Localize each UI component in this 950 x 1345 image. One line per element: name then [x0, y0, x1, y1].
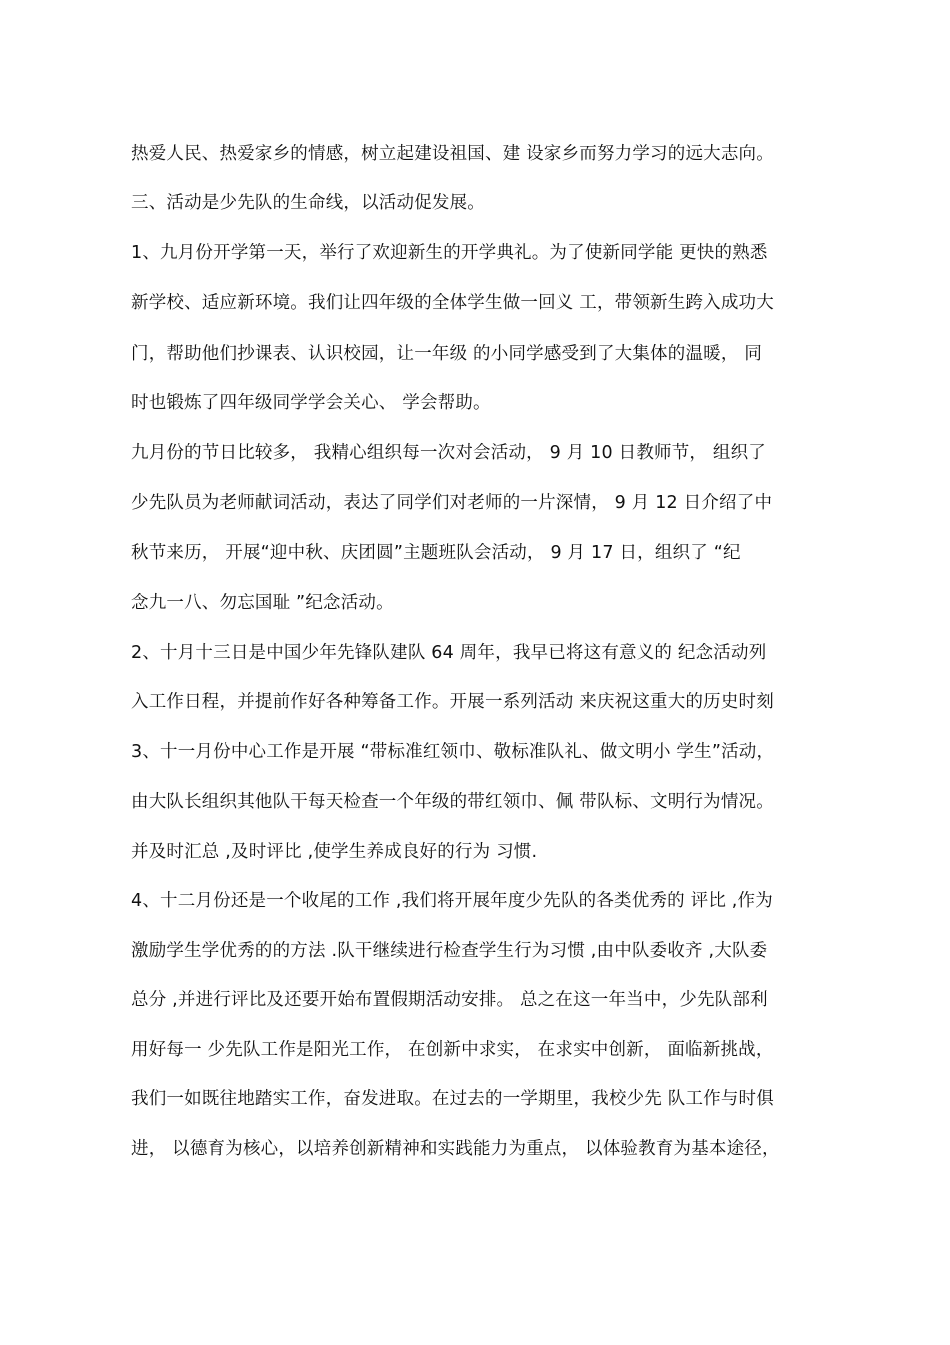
text-line: 进， 以德育为核心，以培养创新精神和实践能力为重点， 以体验教育为基本途径，: [131, 1139, 780, 1159]
text-line: 并及时汇总 ,及时评比 ,使学生养成良好的行为 习惯.: [131, 842, 538, 862]
text-line: 4、十二月份还是一个收尾的工作 ,我们将开展年度少先队的各类优秀的 评比 ,作为: [131, 891, 773, 911]
text-line: 2、十月十三日是中国少年先锋队建队 64 周年，我早已将这有意义的 纪念活动列: [131, 643, 767, 663]
text-line: 少先队员为老师献词活动，表达了同学们对老师的一片深情， 9 月 12 日介绍了中: [131, 493, 773, 513]
text-line: 激励学生学优秀的的方法 .队干继续进行检查学生行为习惯 ,由中队委收齐 ,大队委: [131, 941, 768, 961]
text-line: 我们一如既往地踏实工作，奋发进取。在过去的一学期里，我校少先 队工作与时俱: [131, 1089, 774, 1109]
text-line: 门，帮助他们抄课表、认识校园，让一年级 的小同学感受到了大集体的温暖， 同: [131, 344, 763, 364]
text-line: 3、十一月份中心工作是开展 “带标准红领巾、敬标准队礼、做文明小 学生”活动，: [131, 742, 775, 762]
text-line: 秋节来历， 开展“迎中秋、庆团圆”主题班队会活动， 9 月 17 日，组织了 “纪: [131, 543, 741, 563]
text-line: 念九一八、勿忘国耻 ”纪念活动。: [131, 593, 394, 613]
text-line: 入工作日程，并提前作好各种筹备工作。开展一系列活动 来庆祝这重大的历史时刻: [131, 692, 774, 712]
text-line: 1、九月份开学第一天，举行了欢迎新生的开学典礼。为了使新同学能 更快的熟悉: [131, 243, 768, 263]
text-line: 时也锻炼了四年级同学学会关心、 学会帮助。: [131, 393, 491, 413]
text-line: 新学校、适应新环境。我们让四年级的全体学生做一回义 工，带领新生跨入成功大: [131, 293, 774, 313]
text-line: 总分 ,并进行评比及还要开始布置假期活动安排。 总之在这一年当中，少先队部利: [131, 990, 768, 1010]
text-line: 用好每一 少先队工作是阳光工作， 在创新中求实， 在求实中创新， 面临新挑战，: [131, 1040, 774, 1060]
text-line: 九月份的节日比较多， 我精心组织每一次对会活动， 9 月 10 日教师节， 组织了: [131, 443, 766, 463]
text-line: 热爱人民、热爱家乡的情感，树立起建设祖国、建 设家乡而努力学习的远大志向。: [131, 144, 774, 164]
text-line: 由大队长组织其他队干每天检查一个年级的带红领巾、佩 带队标、文明行为情况。: [131, 792, 774, 812]
text-line: 三、活动是少先队的生命线，以活动促发展。: [131, 193, 485, 213]
